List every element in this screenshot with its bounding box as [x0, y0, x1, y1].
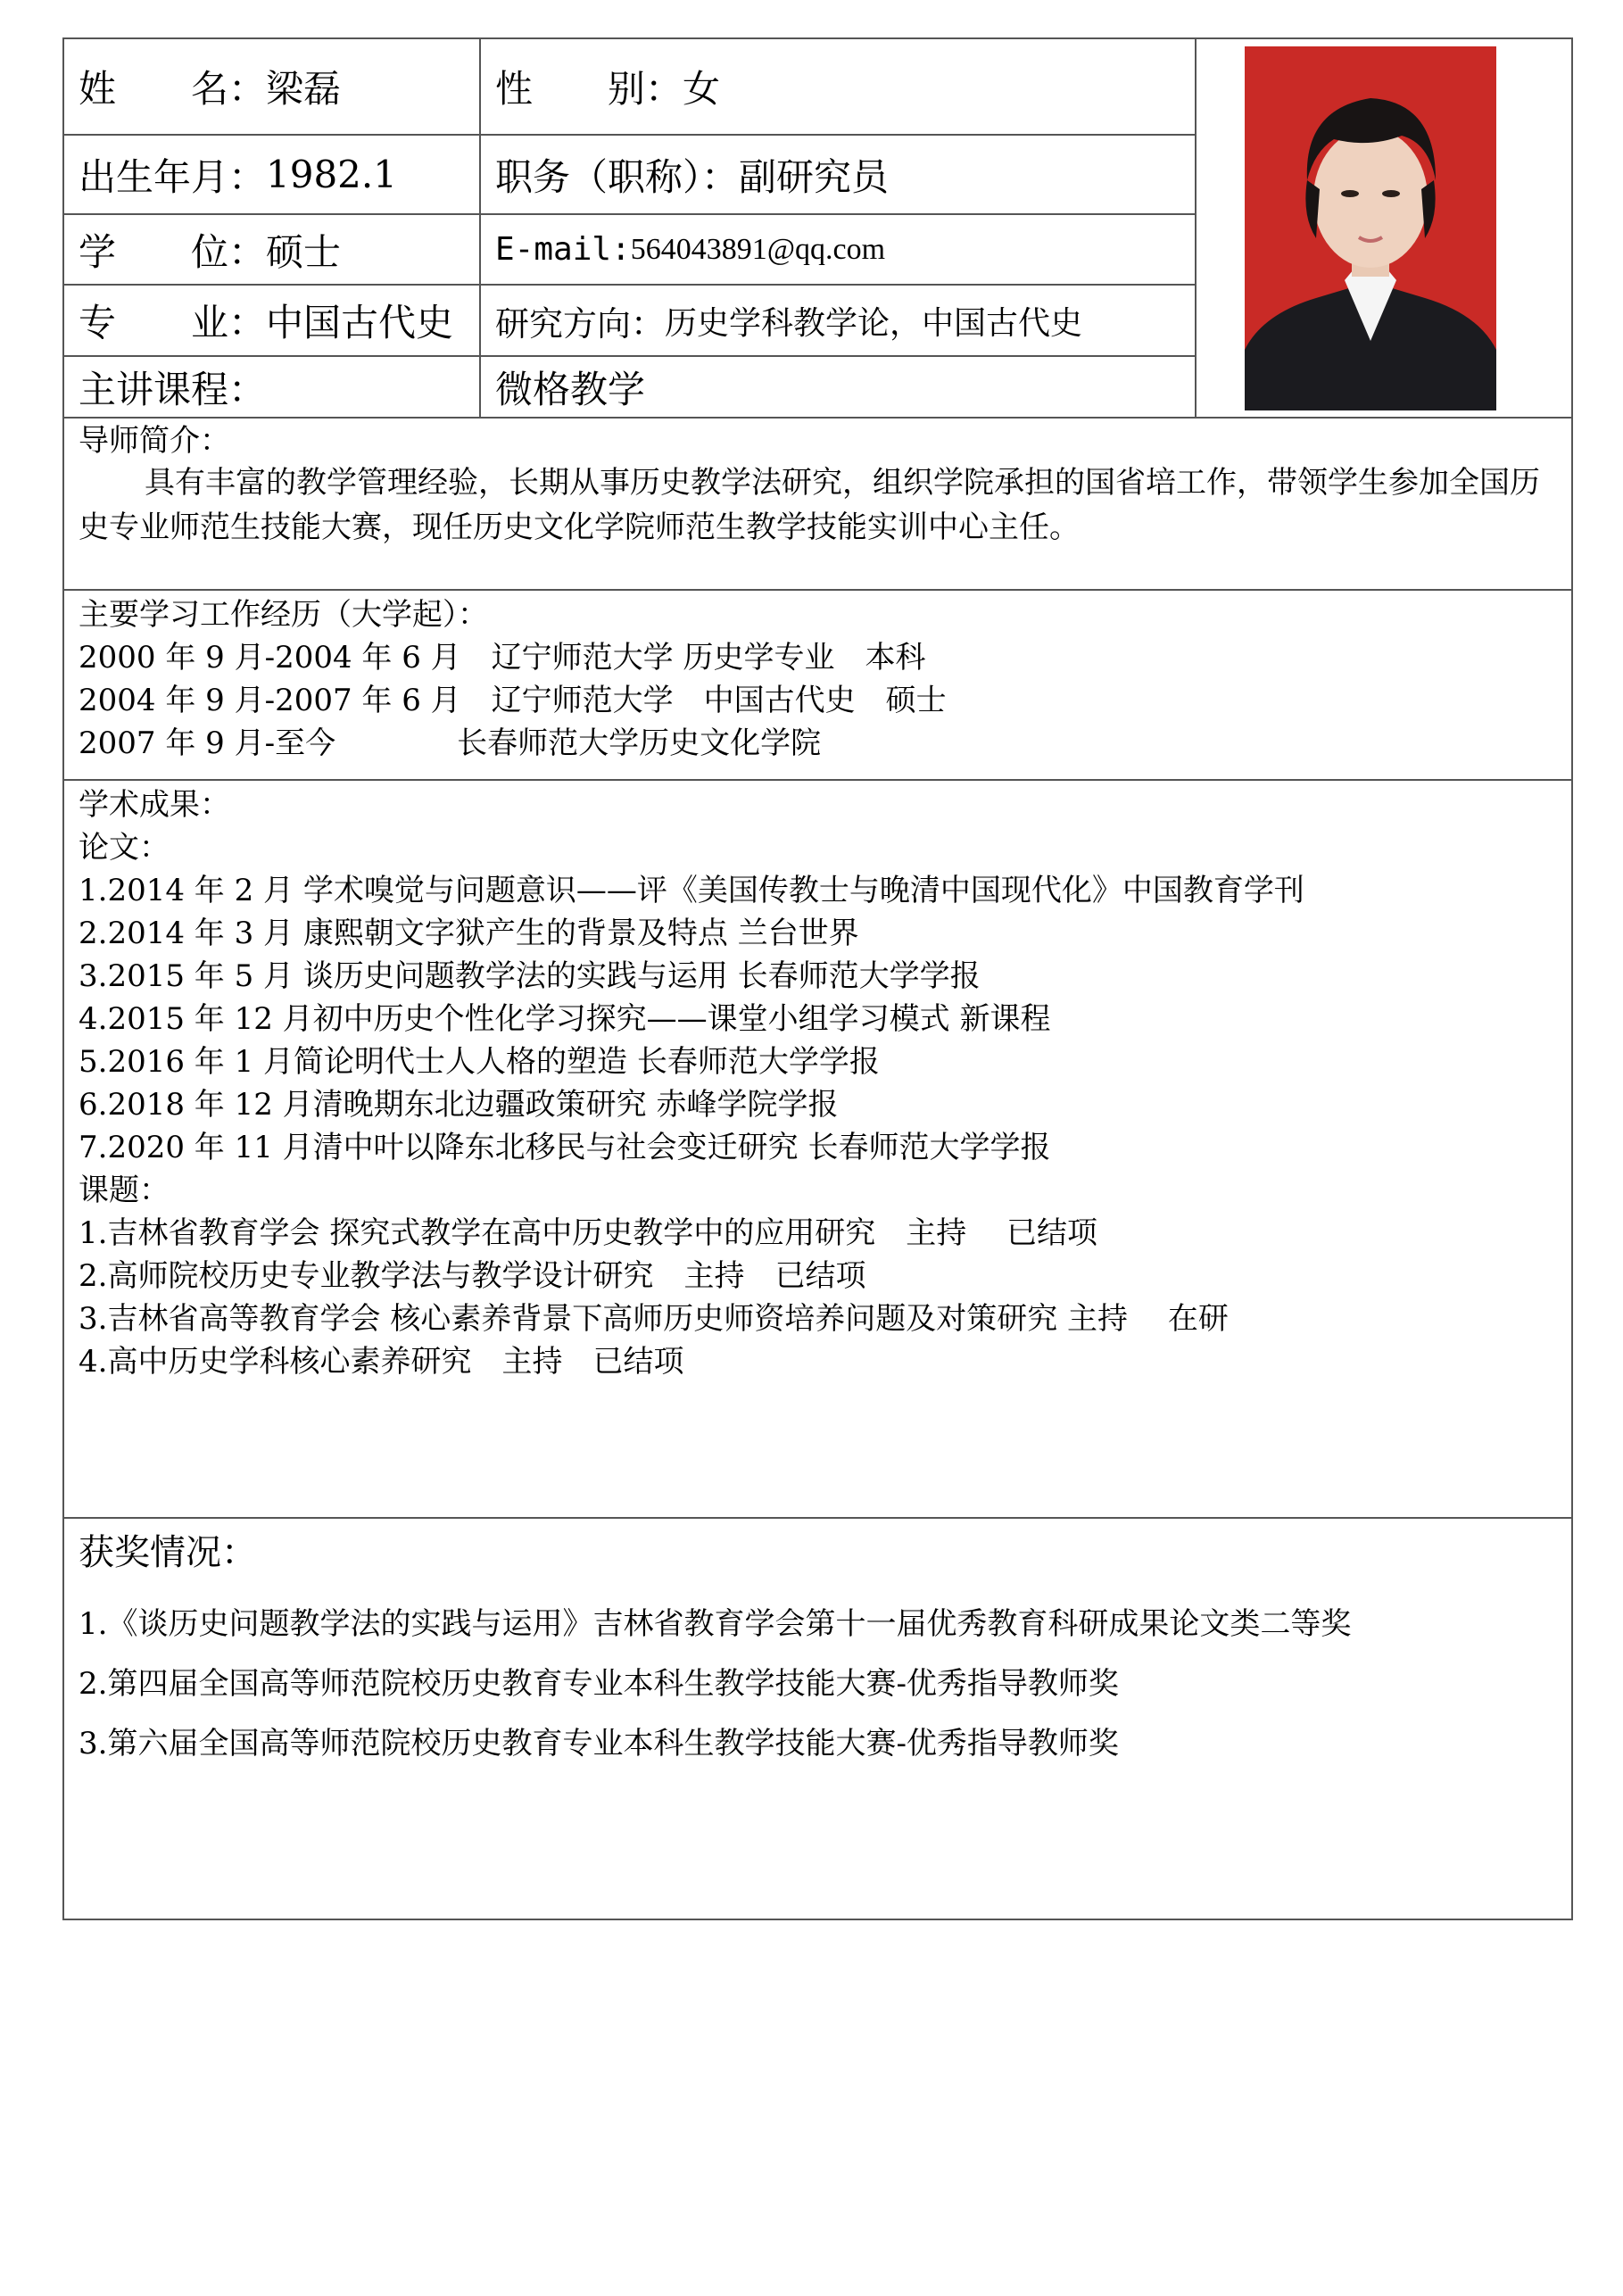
- title-cell: [495, 136, 1182, 213]
- grid-line: [63, 589, 1572, 591]
- project-item: 4.高中历史学科核心素养研究 主持 已结项: [79, 1344, 684, 1380]
- awards-heading: 获奖情况：: [79, 1532, 257, 1573]
- title-label: 职务（职称）：: [495, 154, 740, 199]
- history-section: [79, 593, 1569, 765]
- grid-line: [63, 779, 1572, 781]
- papers-heading: 论文：: [79, 830, 170, 866]
- name-label: 姓 名：: [79, 67, 267, 111]
- intro-text: 具有丰富的教学管理经验，长期从事历史教学法研究，组织学院承担的国省培工作，带领学生参加全国历史专业师范生技能大赛，现任历史文化学院师范生教学技能实训中心主任。: [79, 465, 1540, 545]
- history-heading: 主要学习工作经历（大学起）：: [79, 597, 488, 633]
- project-item: 2.高师院校历史专业教学法与教学设计研究 主持 已结项: [79, 1258, 866, 1294]
- award-item: 1.《谈历史问题教学法的实践与运用》吉林省教育学会第十一届优秀教育科研成果论文类二等奖: [79, 1606, 1352, 1642]
- grid-line: [479, 38, 481, 417]
- degree-label: 学 位：: [79, 229, 267, 274]
- gender-value: 女: [683, 67, 721, 111]
- awards-section: [79, 1528, 1569, 1782]
- birth-cell: [79, 136, 471, 213]
- paper-item: 3.2015 年 5 月 谈历史问题教学法的实践与运用 长春师范大学学报: [79, 958, 981, 994]
- email-value[interactable]: 564043891@qq.com: [630, 232, 886, 266]
- history-item: 2007 年 9 月-至今 长春师范大学历史文化学院: [79, 725, 822, 761]
- research-cell: [495, 286, 1182, 355]
- award-item: 2.第四届全国高等师范院校历史教育专业本科生教学技能大赛-优秀指导教师奖: [79, 1666, 1119, 1702]
- project-item: 3.吉林省高等教育学会 核心素养背景下高师历史师资培养问题及对策研究 主持 在研: [79, 1301, 1229, 1337]
- intro-section: [79, 421, 1569, 550]
- degree-cell: [79, 215, 471, 284]
- projects-heading: 课题：: [79, 1173, 170, 1208]
- paper-item: 6.2018 年 12 月清晚期东北边疆政策研究 赤峰学院学报: [79, 1087, 839, 1123]
- research-value: 历史学科教学论，中国古代史: [665, 304, 1083, 342]
- research-label: 研究方向：: [495, 303, 666, 344]
- portrait-photo: [1245, 46, 1496, 410]
- course-label: 主讲课程：: [79, 367, 267, 411]
- history-item: 2000 年 9 月-2004 年 6 月 辽宁师范大学 历史学专业 本科: [79, 640, 926, 676]
- achievements-heading: 学术成果：: [79, 787, 230, 823]
- history-item: 2004 年 9 月-2007 年 6 月 辽宁师范大学 中国古代史 硕士: [79, 683, 947, 718]
- intro-heading: 导师简介：: [79, 423, 230, 459]
- paper-item: 4.2015 年 12 月初中历史个性化学习探究——课堂小组学习模式 新课程: [79, 1001, 1051, 1037]
- name-value: 梁磊: [266, 67, 342, 111]
- major-cell: [79, 286, 471, 355]
- major-label: 专 业：: [79, 301, 267, 344]
- paper-item: 5.2016 年 1 月简论明代士人人格的塑造 长春师范大学学报: [79, 1044, 880, 1080]
- grid-line: [1195, 38, 1197, 417]
- grid-line: [63, 1517, 1572, 1519]
- gender-label: 性 别：: [495, 67, 683, 111]
- gender-cell: [495, 39, 1182, 134]
- paper-item: 7.2020 年 11 月清中叶以降东北移民与社会变迁研究 长春师范大学学报: [79, 1130, 1051, 1165]
- birth-label: 出生年月：: [79, 154, 267, 199]
- degree-value: 硕士: [266, 229, 342, 274]
- email-label: E-mail:: [495, 231, 631, 268]
- project-item: 1.吉林省教育学会 探究式教学在高中历史教学中的应用研究 主持 已结项: [79, 1215, 1098, 1251]
- title-value: 副研究员: [739, 154, 890, 199]
- grid-line: [63, 417, 1572, 419]
- achievements-section: [79, 783, 1569, 1383]
- birth-value: 1982.1: [266, 153, 397, 196]
- name-cell: [79, 39, 471, 134]
- email-cell: [495, 215, 1182, 284]
- award-item: 3.第六届全国高等师范院校历史教育专业本科生教学技能大赛-优秀指导教师奖: [79, 1726, 1119, 1761]
- course-value: 微格教学: [495, 367, 646, 411]
- course-cell: [79, 357, 471, 417]
- course-value-cell: [495, 357, 1182, 417]
- major-value: 中国古代史: [266, 301, 454, 344]
- paper-item: 2.2014 年 3 月 康熙朝文字狱产生的背景及特点 兰台世界: [79, 916, 859, 951]
- paper-item: 1.2014 年 2 月 学术嗅觉与问题意识——评《美国传教士与晚清中国现代化》中国教育学刊: [79, 873, 1304, 908]
